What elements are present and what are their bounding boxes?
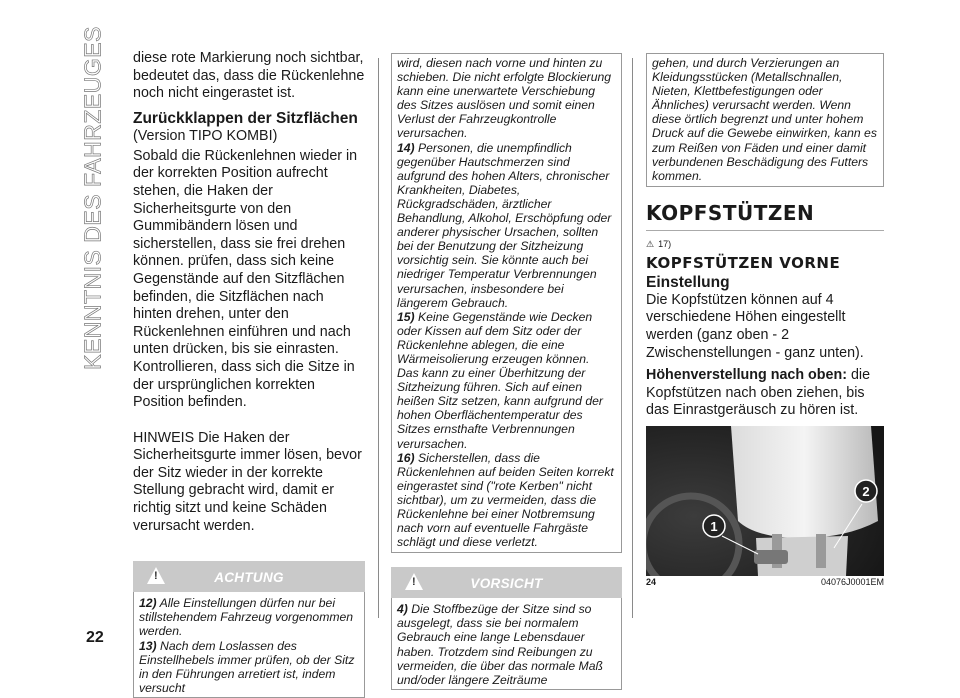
warning-text: Nach dem Loslassen des Einstellhebels immer prüfen, ob der Sitz in den Führungen arretiert ist, indem versucht: [139, 638, 355, 695]
column-divider: [632, 58, 633, 618]
caution-box: [391, 567, 622, 690]
caution-label: VORSICHT: [470, 576, 543, 592]
section-title-front-headrests: KOPFSTÜTZEN VORNE: [646, 253, 841, 272]
ref-number: 17): [658, 239, 672, 250]
title-rule: [646, 230, 884, 231]
heading-version: (Version TIPO KOMBI): [133, 127, 278, 144]
warning-body: [133, 592, 365, 698]
heading-fold-seats: Zurückklappen der Sitzflächen: [133, 109, 358, 127]
ref-number: 12): [139, 596, 157, 611]
figure-caption: [646, 577, 884, 587]
warning-text: Keine Gegenstände wie Decken oder Kissen auf dem Sitz oder der Rückenlehne ablegen, die eine Wärmeisolierung erzeugen können.: [397, 309, 593, 366]
callout-2-label: 2: [862, 484, 870, 499]
ref-line: [646, 239, 884, 250]
figure-headrest: [646, 426, 884, 576]
column-3: [646, 53, 884, 587]
column-1: [133, 50, 365, 698]
caution-body: [391, 598, 622, 690]
figure-code: 04076J0001EM: [820, 577, 884, 587]
ref-number: 4): [397, 602, 408, 617]
heading-adjustment: Einstellung: [646, 273, 730, 291]
inline-text: die Kopfstützen nach oben ziehen, bis das Einrastgeräusch zu hören ist.: [646, 367, 871, 419]
warning-label: ACHTUNG: [214, 570, 284, 586]
caution-continuation-box: [646, 53, 884, 187]
figure-number: 24: [646, 577, 657, 587]
ref-number: 14): [397, 140, 415, 155]
headrest-illustration: [646, 426, 884, 576]
paragraph: Die Kopfstützen können auf 4 verschiedene Höhen eingestellt werden (ganz oben - 2 Zwischenstellungen - ganz unten).: [646, 291, 864, 361]
warning-text: Personen, die unempfindlich gegenüber Hautschmerzen sind aufgrund des hohen Alters, chronischer Krankheiten, Diabetes, Rückgradschäden, ärztlicher Behandlung, Alkohol, Erschöpfung oder anderer physischer Ursachen, sollten bei der Benutzung der Sitzheizung vorsichtig sein. Sie könnte auch bei niedriger Temperatur Verbrennungen verursachen, insbesondere bei längerem Gebrauch.: [397, 140, 612, 310]
warning-text: Alle Einstellungen dürfen nur bei stillstehendem Fahrzeug vorgenommen werden.: [139, 596, 354, 639]
warning-text: Das kann zu einer Überhitzung der Sitzheizung führen. Sich auf einen heißen Sitz setzen, kann aufgrund der hohen Oberflächentemperatur des Sitzes ernsthafte Verbrennungen verursachen.: [397, 366, 603, 451]
column-divider: [378, 58, 379, 618]
warning-header: [133, 561, 365, 592]
warning-text: wird, diesen nach vorne und hinten zu schieben. Die nicht erfolgte Blockierung kann eine unerwartete Verschiebung des Sitzes auslösen und somit einen Verlust der Fahrzeugkontrolle verursachen.: [397, 56, 612, 141]
caution-text: Die Stoffbezüge der Sitze sind so ausgelegt, dass sie bei normalem Gebrauch eine lange Lebensdauer haben. Trotzdem sind Reibungen zu vermeiden, die über das normale Maß und/oder längere Zeiträume: [397, 602, 603, 687]
section-sidebar-label: [78, 26, 108, 370]
paragraph: diese rote Markierung noch sichtbar, bedeutet das, dass die Rückenlehne noch nicht eingerastet ist.: [133, 50, 365, 102]
warning-text: Sicherstellen, dass die Rückenlehnen auf beiden Seiten korrekt eingerastet sind ("rote Kerben" nicht sichtbar), um zu vermeiden, dass die Rückenlehne bei einer Notbremsung nach vorn auf eventuelle Fahrgäste schlägt und diese verletzt.: [397, 450, 614, 550]
warning-small-icon: ⚠: [646, 238, 655, 249]
caution-header: [391, 567, 622, 598]
paragraph: Sobald die Rückenlehnen wieder in der korrekten Position aufrecht stehen, die Haken der Sicherheitsgurte von den Gummibändern lösen und sicherstellen, dass sie frei drehen können. prüfen, dass sich keine Gegenstände auf den Sitzflächen befinden, die Sitzflächen nach hinten drehen, unter den Rückenlehnen einführen und nach unten drücken, bis sie einrasten. Kontrollieren, dass sich die Sitze in der ursprünglichen korrekten Position befinden.: [133, 147, 358, 411]
note-paragraph: HINWEIS Die Haken der Sicherheitsgurte immer lösen, bevor der Sitz wieder in der korrekte Stellung gebracht wird, damit er richtig sitzt und keine Schäden verursacht werden.: [133, 429, 362, 534]
page-number: 22: [86, 629, 104, 646]
chapter-title: KOPFSTÜTZEN: [646, 200, 815, 225]
ref-number: 16): [397, 450, 415, 465]
ref-number: 13): [139, 638, 157, 653]
callout-1-label: 1: [710, 519, 718, 534]
section-title: KENNTNIS DES FAHRZEUGES: [79, 26, 106, 370]
caution-text: gehen, und durch Verzierungen an Kleidungsstücken (Metallschnallen, Nieten, Klettbefestigungen oder Ähnliches) verursacht werden. Wenn diese örtlich begrenzt und unter hohem Druck auf die Gewebe einwirken, kann es zum Reißen von Fäden und einer damit verbundenen Beschädigung des Futters kommen.: [652, 56, 877, 183]
paragraph-height-up: [646, 367, 884, 420]
warning-box: [133, 561, 365, 698]
warning-continuation-box: [391, 53, 622, 553]
column-2: [391, 53, 622, 690]
ref-number: 15): [397, 309, 415, 324]
inline-heading: Höhenverstellung nach oben:: [646, 367, 847, 384]
